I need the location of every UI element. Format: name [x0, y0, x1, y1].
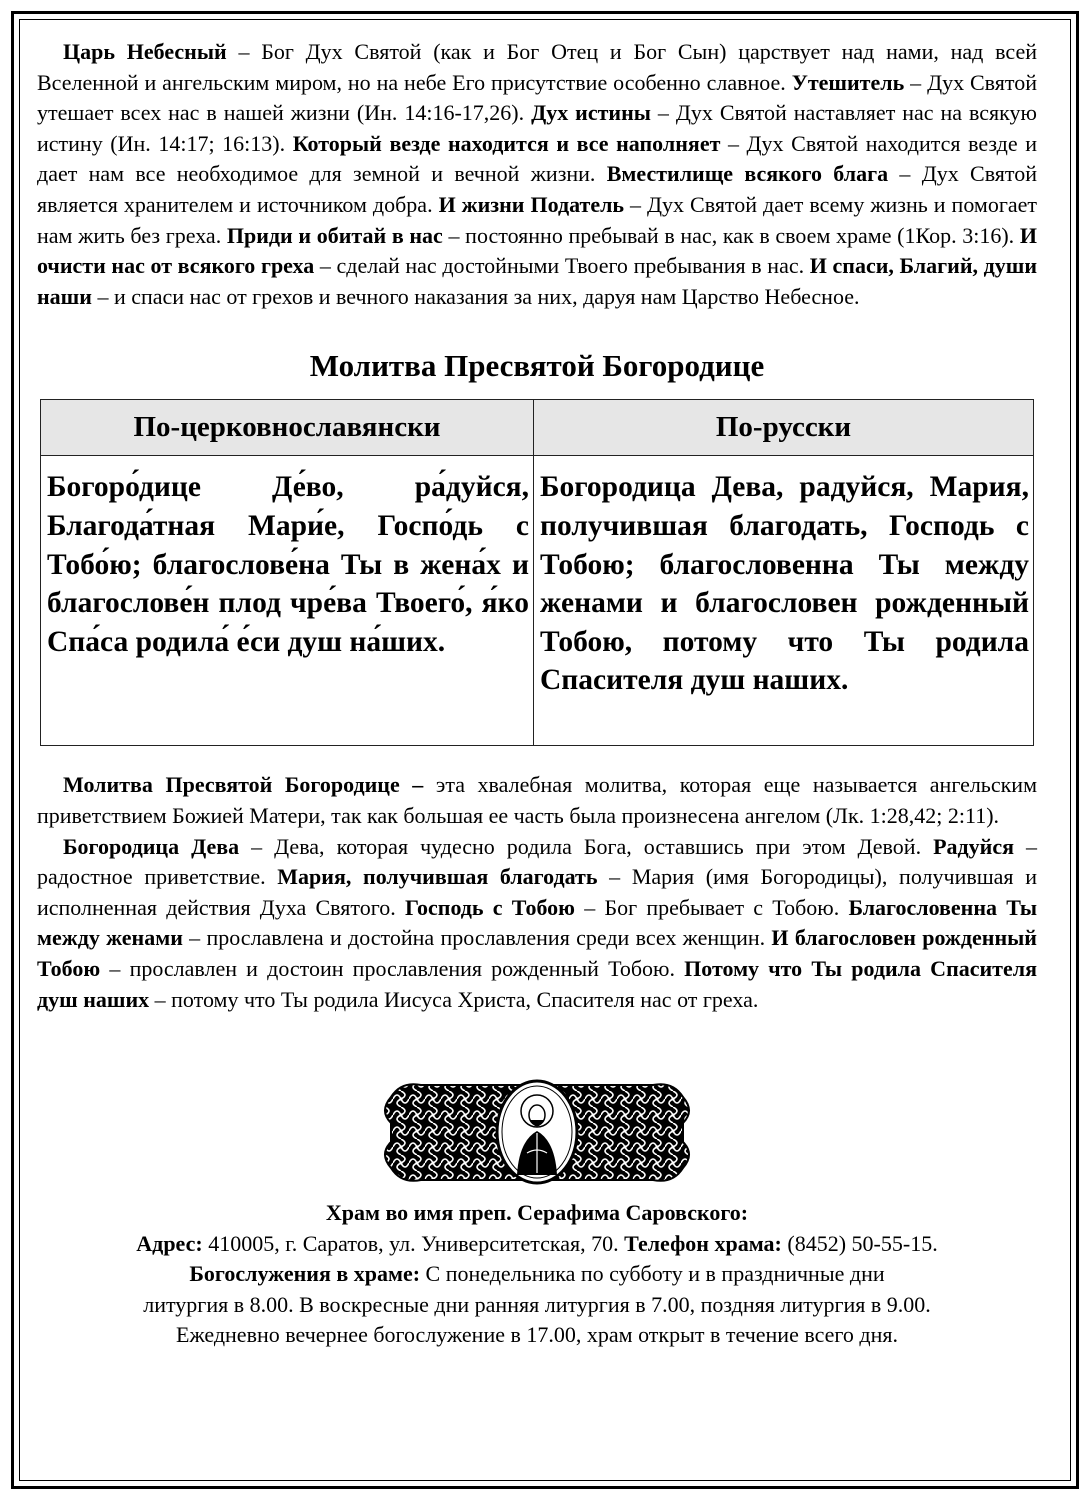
prayer-russian-text: Богородица Дева, радуйся, Мария, получившая благодать, Господь с Тобою; благословенна Ты между женами и благословен рожденный Тобою, потому что Ты родила Спасителя душ наших. [534, 456, 1034, 746]
prayer-table-row [41, 456, 1034, 746]
temple-name: Храм во имя преп. Серафима Саровского: [325, 1200, 749, 1226]
temple-services-line: Богослужения в храме: С понедельника по субботу и в праздничные дни [189, 1261, 885, 1287]
temple-evening-service-line: Ежедневно вечернее богослужение в 17.00, храм открыт в течение всего дня. [176, 1322, 898, 1348]
prayer-table [40, 399, 1034, 746]
commentary-paragraph-virgin-theotokos: Богородица Дева – Дева, которая чудесно родила Бога, оставшись при этом Девой. Радуйся – радостное приветствие. Мария, получившая благодать – Мария (имя Богородицы), получившая и исполненная действия Духа Святого. Господь с Тобою – Бог пребывает с Тобою. Благословенна Ты между женами – прославлена и достойна прославления среди всех женщин. И благословен рожденный Тобою – прославлен и достоин прославления рожденный Тобою. Потому что Ты родила Спасителя душ наших – потому что Ты родила Иисуса Христа, Спасителя нас от греха. [37, 833, 1038, 1012]
temple-liturgy-line: литургия в 8.00. В воскресные дни ранняя литургия в 7.00, поздняя литургия в 9.00. [143, 1291, 931, 1317]
temple-address-line: Адрес: 410005, г. Саратов, ул. Университетская, 70. Телефон храма: (8452) 50-55-15. [136, 1230, 938, 1256]
column-header-church-slavonic: По-церковнославянски [41, 400, 534, 456]
page-content [37, 37, 1037, 1351]
prayer-table-header-row [41, 400, 1034, 456]
column-header-russian: По-русски [534, 400, 1034, 456]
commentary-paragraph-heavenly-king: Царь Небесный – Бог Дух Святой (как и Бог Отец и Бог Сын) царствует над нами, над всей Вселенной и ангельским миром, но на небе Его присутствие особенно славное. Утешитель – Дух Святой утешает всех нас в нашей жизни (Ин. 14:16-17,26). Дух истины – Дух Святой наставляет нас на всякую истину (Ин. 14:17; 16:13). Который везде находится и все наполняет – Дух Святой находится везде и дает нам все необходимое для земной и вечной жизни. Вместилище всякого блага – Дух Святой является хранителем и источником добра. И жизни Податель – Дух Святой дает всему жизнь и помогает нам жить без греха. Приди и обитай в нас – постоянно пребывай в нас, как в своем храме (1Кор. 3:16). И очисти нас от всякого греха – сделай нас достойными Твоего пребывания в нас. И спаси, Благий, души наши – и спаси нас от грехов и вечного наказания за них, даруя нам Царство Небесное. [37, 39, 1038, 309]
prayer-church-slavonic-text: Богоро́дице Де́во, ра́дуйся, Благода́тная Мари́е, Госпо́дь с Тобо́ю; благослове́на Ты в жена́х и благослове́н плод чре́ва Твоего́, я́ко Спа́са родила́ е́си душ на́ших. [41, 456, 534, 746]
temple-footer [37, 1198, 1037, 1351]
commentary-paragraph-theotokos-prayer: Молитва Пресвятой Богородице – эта хвалебная молитва, которая еще называется ангельским приветствием Божией Матери, так как большая ее часть была произнесена ангелом (Лк. 1:28,42; 2:11). [37, 772, 1037, 828]
section-title: Молитва Пресвятой Богородице [309, 348, 765, 384]
saint-icon-ornament [377, 1075, 697, 1190]
